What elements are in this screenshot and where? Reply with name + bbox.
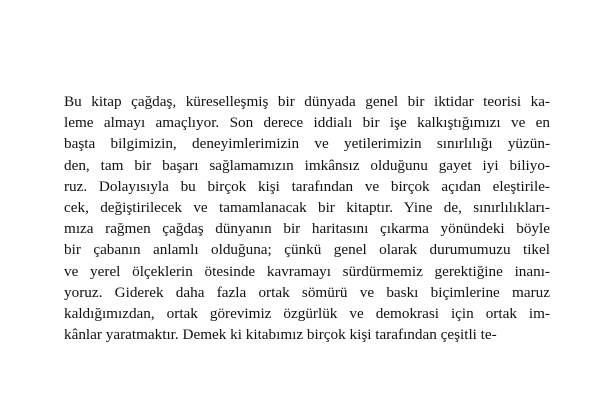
text-line: kaldığımızdan, ortak görevimiz özgürlük ve demokrasi için ortak im- [64,304,550,322]
text-line: başta bilgimizin, deneyimlerimizin ve yetilerimizin sınırlılığı yüzün- [64,135,550,153]
text-line: mıza rağmen çağdaş dünyanın bir haritasını çıkarma yönündeki böyle [64,220,550,238]
text-line: Bu kitap çağdaş, küreselleşmiş bir dünyada genel bir iktidar teorisi ka- [64,93,550,110]
text-line: ve yerel ölçeklerin ötesinde kavramayı sürdürmemiz gerektiğine inanı- [64,262,550,280]
body-paragraph [64,91,550,345]
text-line: bir çabanın anlamlı olduğuna; çünkü genel olarak durumumuzu tikel [64,241,550,259]
text-line: yoruz. Giderek daha fazla ortak sömürü ve baskı biçimlerine maruz [64,283,550,301]
text-line: cek, değiştirilecek ve tamamlanacak bir kitaptır. Yine de, sınırlılıkları- [64,198,550,216]
text-line: den, tam bir başarı sağlamamızın imkânsız olduğunu gayet iyi biliyo- [64,156,550,174]
text-line: leme almayı amaçlıyor. Son derece iddialı bir işe kalkıştığımızı ve en [64,114,550,132]
text-line: kânlar yaratmaktır. Demek ki kitabımız birçok kişi tarafından çeşitli te- [64,326,497,344]
text-line: ruz. Dolayısıyla bu birçok kişi tarafından ve birçok açıdan eleştirile- [64,177,550,195]
